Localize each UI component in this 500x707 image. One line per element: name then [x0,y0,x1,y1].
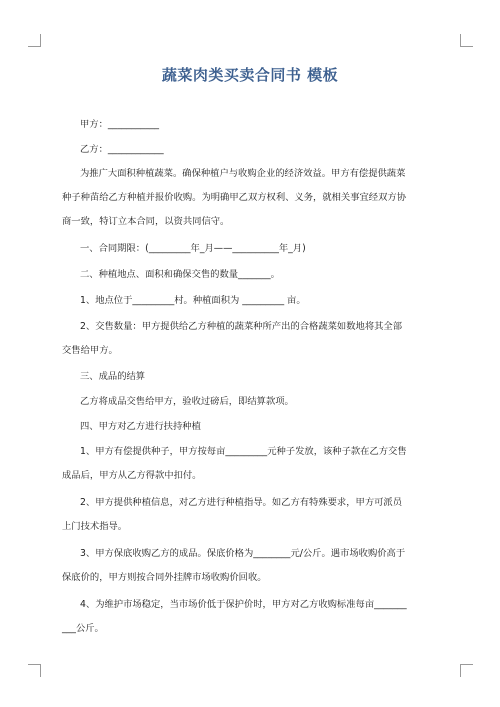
clause-4-item-3-line-2: 保底价的，甲方则按合同外挂牌市场收购价回收。 [62,572,267,583]
clause-4-item-4-line-1: 4、为维护市场稳定，当市场价低于保护价时，甲方对乙方收购标准每亩_______ [80,599,407,610]
clause-2-item-2-line-2: 交售给甲方。 [62,345,118,356]
clause-3-body: 乙方将成品交售给甲方，验收过磅后，即结算款项。 [80,396,294,407]
document-title: 蔬菜肉类买卖合同书 模板 [161,66,339,84]
clause-4-item-4-line-2: ___公斤。 [62,623,104,634]
preamble-line-3: 商一致，特订立本合同，以资共同信守。 [62,216,230,227]
clause-4-item-2-line-2: 上门技术指导。 [62,521,128,532]
clause-2-heading: 二、种植地点、面积和确保交售的数量_______。 [80,269,280,280]
clause-4-heading: 四、甲方对乙方进行扶持种植 [80,421,201,432]
crop-mark-bottom-left [28,664,41,677]
clause-4-item-1-line-1: 1、甲方有偿提供种子，甲方按每亩_________元种子发放，该种子款在乙方交售 [80,446,407,457]
clause-4-item-3-line-1: 3、甲方保底收购乙方的成品。保底价格为________元/公斤。遇市场收购价高于 [80,548,406,559]
clause-3-heading: 三、成品的结算 [80,371,146,382]
crop-mark-top-right [460,34,473,47]
crop-mark-top-left [28,34,41,47]
clause-2-item-1: 1、地点位于_________村。种植面积为 _________ 亩。 [80,295,306,306]
preamble-line-1: 为推广大面积种植蔬菜。确保种植户与收购企业的经济效益。甲方有偿提供蔬菜 [80,168,406,179]
clause-4-item-1-line-2: 成品后，甲方从乙方得款中扣付。 [62,470,202,481]
party-a-line: 甲方：___________ [80,119,160,130]
party-b-line: 乙方：____________ [80,144,164,155]
clause-1-term: 一、合同期限：(_________年_月——__________年_月) [80,243,306,254]
clause-4-item-2-line-1: 2、甲方提供种植信息，对乙方进行种植指导。如乙方有特殊要求，甲方可派员 [80,497,403,508]
preamble-line-2: 种子种苗给乙方种植并报价收购。为明确甲乙双方权利、义务，就相关事宜经双方协 [62,192,406,203]
crop-mark-bottom-right [460,664,473,677]
clause-2-item-2-line-1: 2、交售数量：甲方提供给乙方种植的蔬菜种所产出的合格蔬菜如数地将其全部 [80,321,403,332]
